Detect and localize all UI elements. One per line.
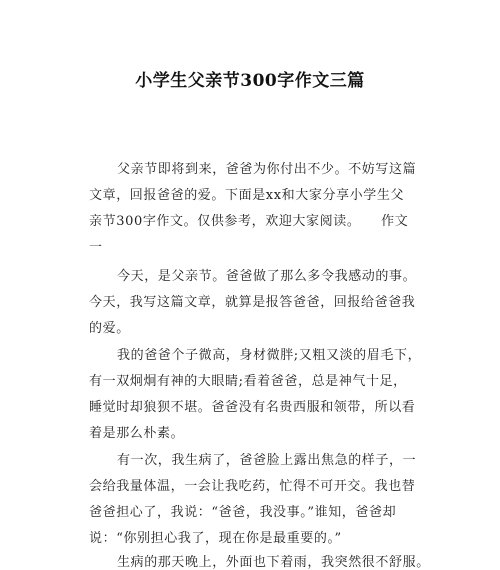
- paragraph-3-line-3: 睡觉时却狼狈不堪。爸爸没有名贵西服和领带，所以看: [89, 400, 416, 415]
- paragraph-3-line-1: 我的爸爸个子微高，身材微胖;又粗又淡的眉毛下，: [117, 348, 422, 363]
- paragraph-2-line-3: 的爱。: [89, 321, 130, 336]
- document-title: 小学生父亲节300字作文三篇: [135, 71, 365, 91]
- paragraph-3-line-4: 着是那么朴素。: [89, 426, 185, 441]
- paragraph-4-line-2: 会给我量体温，一会让我吃药，忙得不可开交。我也替: [89, 479, 416, 494]
- paragraph-5-line-1: 生病的那天晚上，外面也下着雨，我突然很不舒服。: [117, 555, 430, 570]
- paragraph-4-line-3: 爸爸担心了，我说：“爸爸，我没事。”谁知，爸爸却: [89, 505, 397, 520]
- paragraph-2-line-1: 今天，是父亲节。爸爸做了那么多令我感动的事。: [117, 269, 417, 284]
- paragraph-4-line-1: 有一次，我生病了，爸爸脸上露出焦急的样子，一: [117, 453, 417, 468]
- paragraph-1-line-3: 亲节300字作文。仅供参考，欢迎大家阅读。 作文: [89, 214, 409, 229]
- paragraph-1-line-2: 文章，回报爸爸的爱。下面是xx和大家分享小学生父: [89, 188, 405, 203]
- paragraph-3-line-2: 有一双炯炯有神的大眼睛;看着爸爸，总是神气十足，: [89, 374, 407, 389]
- paragraph-1-line-4: 一: [89, 240, 103, 255]
- paragraph-1-line-1: 父亲节即将到来，爸爸为你付出不少。不妨写这篇: [117, 162, 417, 177]
- paragraph-4-line-4: 说：“你别担心我了，现在你是最重要的。”: [89, 531, 342, 546]
- paragraph-2-line-2: 今天，我写这篇文章，就算是报答爸爸，回报给爸爸我: [89, 295, 416, 310]
